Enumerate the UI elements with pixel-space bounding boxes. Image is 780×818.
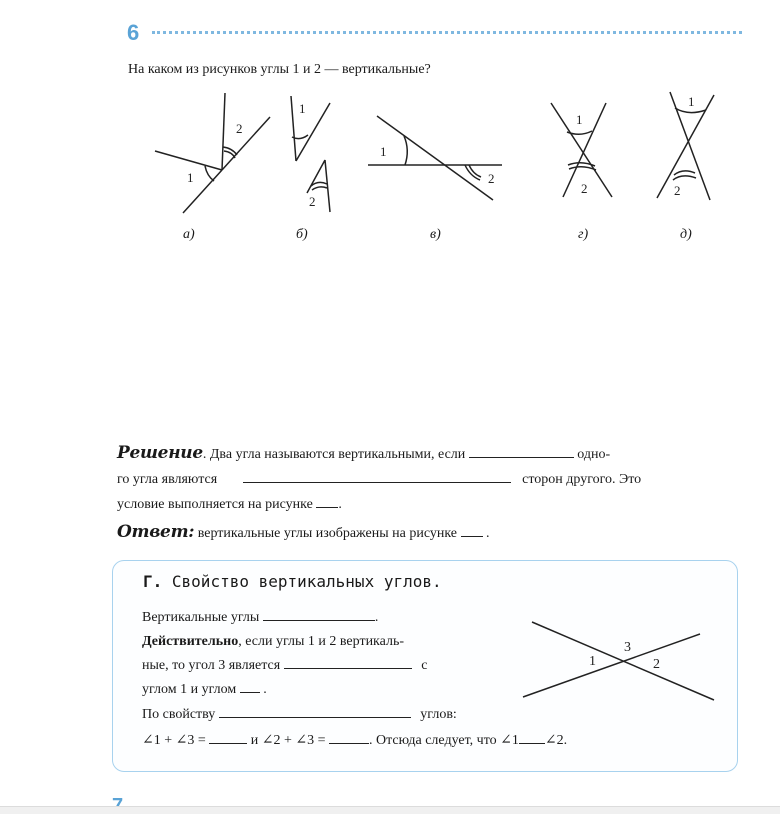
solution-blank-3[interactable]: [316, 495, 338, 508]
box-line-6: [142, 729, 567, 753]
box-text-5a: По свойству: [142, 707, 216, 722]
solution-blank-2[interactable]: [243, 470, 511, 483]
figure-d: [657, 92, 714, 200]
solution-text-1a: . Два угла называются вертикальными, если: [202, 447, 466, 462]
solution-blank-1[interactable]: [469, 445, 574, 458]
solution-text-2b: сторон другого. Это: [522, 472, 642, 487]
figure-label-a: а): [183, 227, 195, 242]
box-text-2-bold: Действительно: [142, 634, 239, 649]
fig-g-label-2: 2: [581, 181, 588, 196]
box-text-3b: с: [421, 658, 428, 673]
solution-text-3-end: .: [338, 497, 342, 512]
figure-v: [368, 116, 502, 200]
vertical-angles-diagram: [518, 615, 718, 705]
task-number: 6: [127, 20, 140, 45]
box-blank-6b[interactable]: [329, 731, 369, 744]
solution-heading: Решение: [117, 443, 203, 463]
answer-text: вертикальные углы изображены на рисунке: [197, 526, 458, 541]
fig-a-label-1: 1: [187, 170, 194, 185]
box-blank-6a[interactable]: [209, 731, 247, 744]
solution-line-3: [117, 492, 342, 517]
box-blank-5[interactable]: [219, 705, 411, 718]
box-line-4: [142, 678, 267, 702]
diagram-label-3: 3: [624, 640, 631, 655]
fig-v-label-2: 2: [488, 171, 495, 186]
solution-line-1: [117, 441, 742, 467]
diagram-label-2: 2: [653, 657, 660, 672]
solution-text-1b: одно-: [577, 447, 611, 462]
box-text-6a: ∠1 + ∠3 =: [142, 733, 206, 748]
box-text-2: , если углы 1 и 2 вертикаль-: [238, 634, 405, 649]
fig-g-label-1: 1: [576, 112, 583, 127]
box-text-1-end: .: [374, 610, 379, 625]
answer-blank[interactable]: [461, 524, 483, 537]
box-blank-1[interactable]: [263, 608, 375, 621]
property-box-title: [143, 572, 442, 591]
answer-line: [117, 520, 490, 546]
fig-d-label-2: 2: [674, 183, 681, 198]
answer-heading: Ответ:: [117, 522, 195, 542]
figure-label-v: в): [430, 227, 441, 242]
figure-label-b: б): [296, 227, 308, 242]
box-line-3: [142, 654, 427, 678]
box-line-5: [142, 703, 457, 727]
box-blank-4[interactable]: [240, 680, 260, 693]
figure-label-d: д): [680, 227, 692, 242]
solution-text-3: условие выполняется на рисунке: [117, 497, 313, 512]
box-text-6c: . Отсюда следует, что ∠1: [369, 733, 519, 748]
box-text-3a: ные, то угол 3 является: [142, 658, 281, 673]
task-question: На каком из рисунков углы 1 и 2 — вертикальные?: [128, 62, 431, 77]
figure-label-g: г): [578, 227, 589, 242]
box-blank-3[interactable]: [284, 656, 412, 669]
property-box-title-text: Свойство вертикальных углов.: [171, 572, 442, 591]
box-text-6b: и ∠2 + ∠3 =: [250, 733, 326, 748]
box-line-1: [142, 606, 378, 630]
fig-b-label-2: 2: [309, 194, 316, 209]
box-line-2: [142, 630, 404, 654]
box-text-6d: ∠2.: [544, 733, 568, 748]
answer-end: .: [486, 526, 490, 541]
dotted-divider: [152, 31, 742, 34]
box-text-4: углом 1 и углом: [142, 682, 237, 697]
angle-figures: [140, 88, 720, 223]
fig-a-label-2: 2: [236, 121, 243, 136]
solution-line-2: [117, 467, 742, 492]
box-text-1: Вертикальные углы: [142, 610, 260, 625]
diagram-label-1: 1: [589, 654, 596, 669]
solution-text-2a: го угла являются: [117, 472, 218, 487]
fig-b-label-1: 1: [299, 101, 306, 116]
box-text-5b: углов:: [420, 707, 457, 722]
box-text-4-end: .: [263, 682, 267, 697]
fig-v-label-1: 1: [380, 144, 387, 159]
figure-a: [155, 93, 270, 213]
box-blank-6c[interactable]: [519, 731, 545, 744]
property-box-letter: Г.: [143, 572, 163, 591]
fig-d-label-1: 1: [688, 94, 695, 109]
